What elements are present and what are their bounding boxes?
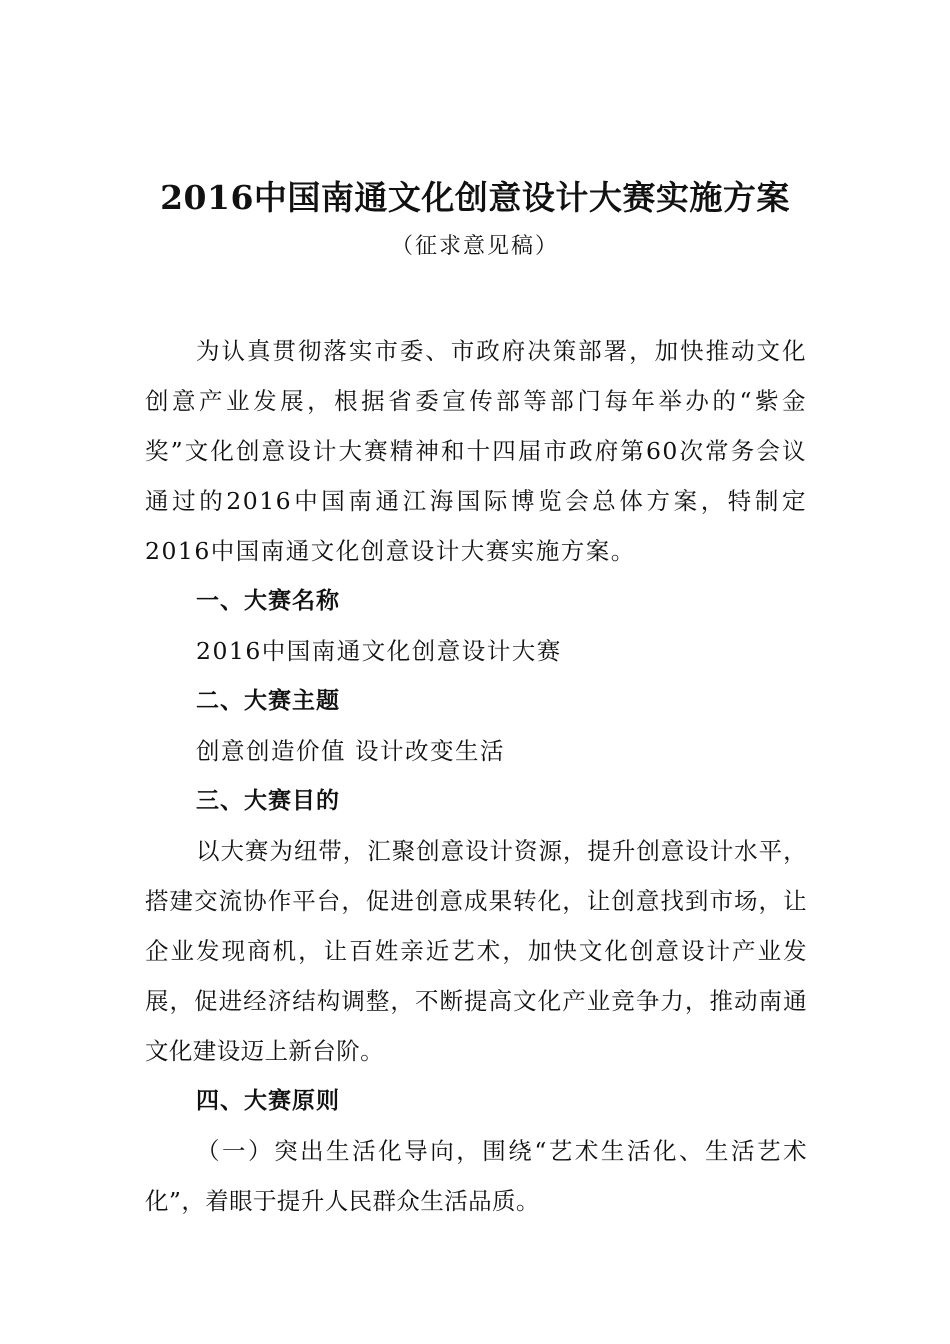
document-title: 2016中国南通文化创意设计大赛实施方案 [160, 178, 790, 217]
section-heading-purpose: 三、大赛目的 [196, 788, 340, 814]
section-heading-name: 一、大赛名称 [196, 588, 340, 614]
document-subtitle: （征求意见稿） [390, 234, 559, 259]
document-body [145, 326, 807, 1226]
section-text-purpose: 以大赛为纽带，汇聚创意设计资源，提升创意设计水平，搭建交流协作平台，促进创意成果转化，让创意找到市场，让企业发现商机，让百姓亲近艺术，加快文化创意设计产业发展，促进经济结构调整，不断提高文化产业竞争力，推动南通文化建设迈上新台阶。 [145, 837, 807, 1065]
section-text-principles: （一）突出生活化导向，围绕“艺术生活化、生活艺术化”，着眼于提升人民群众生活品质。 [145, 1137, 807, 1215]
section-heading-principles: 四、大赛原则 [196, 1088, 340, 1114]
section-text-name: 2016中国南通文化创意设计大赛 [196, 637, 562, 665]
intro-paragraph: 为认真贯彻落实市委、市政府决策部署，加快推动文化创意产业发展，根据省委宣传部等部门每年举办的“紫金奖”文化创意设计大赛精神和十四届市政府第60次常务会议通过的2016中国南通江海国际博览会总体方案，特制定2016中国南通文化创意设计大赛实施方案。 [145, 337, 807, 565]
section-heading-theme: 二、大赛主题 [196, 688, 340, 714]
section-text-theme: 创意创造价值 设计改变生活 [196, 737, 505, 765]
